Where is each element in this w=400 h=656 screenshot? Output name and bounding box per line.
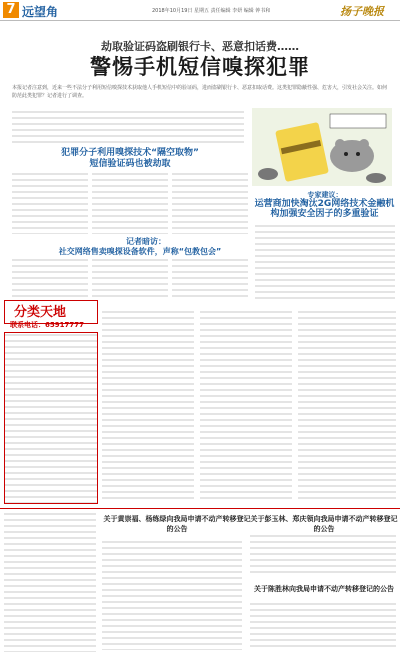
classified-phone — [10, 320, 84, 330]
story1-title — [60, 148, 200, 170]
lead-paragraph: 本报记者注意到，近来一些不法分子利用短信嗅探技术获取他人手机短信中的验证码，进而盗刷银行卡、恶意扣取话费。这类犯罪隐蔽性强、危害大，引发社会关注。如何防范此类犯罪？记者进行了调查。 — [12, 85, 388, 99]
notice1-title: 关于黄崇福、杨练绿向我局申请不动产转移登记的公告 — [103, 515, 251, 533]
bank-card-illustration-icon — [252, 108, 392, 186]
notice3-title: 关于陈胜林向我局申请不动产转移登记的公告 — [254, 585, 394, 593]
headline-kicker: 劫取验证码盗刷银行卡、恶意扣话费…… — [101, 40, 299, 53]
story1-title-line1: 犯罪分子利用嗅探技术“隔空取物” — [61, 148, 199, 158]
story2-subtitle: 记者暗访： — [126, 237, 166, 246]
notice1-body-text — [102, 540, 242, 650]
notice-left-column — [4, 512, 96, 652]
sidebar-title: 运营商加快淘汰2G网络技术金融机构加强安全因子的多重验证 — [254, 199, 395, 219]
story1-title-line2: 短信验证码也被劫取 — [89, 159, 171, 169]
classified-col2 — [102, 310, 194, 502]
headline: 警惕手机短信嗅探犯罪 — [90, 55, 310, 79]
illustration-image — [252, 108, 392, 186]
story2-title: 社交网络售卖嗅探设备软件，声称“包教包会” — [58, 247, 222, 256]
notice2-body-text — [250, 534, 396, 576]
classified-left-column — [4, 332, 98, 504]
notice2-title: 关于彭玉林、郑庆领向我局申请不动产转移登记的公告 — [250, 515, 398, 533]
story2-body-col2 — [92, 258, 168, 298]
story2-body-col3 — [172, 258, 248, 298]
sidebar-subtitle: 专家建议： — [307, 191, 343, 199]
classified-phone-label: 联系电话： — [10, 321, 45, 329]
classified-phone-number: 65917777 — [45, 321, 84, 329]
issue-meta: 2018年10月19日 星期五 责任编辑 李妍 编辑 钟书和 — [152, 8, 271, 14]
story1-body-text-top — [12, 110, 244, 144]
classified-col4 — [298, 310, 396, 502]
notice-divider — [0, 508, 400, 509]
story1-body-col1 — [12, 172, 88, 234]
sidebar-body-text — [255, 224, 395, 302]
notice3-body-text — [250, 602, 396, 650]
classified-title: 分类天地 — [14, 305, 67, 320]
classified-col3 — [200, 310, 292, 502]
page-number: 7 — [3, 2, 19, 18]
section-name: 远望角 — [22, 5, 59, 19]
story2-body-col1 — [12, 258, 88, 298]
newspaper-logo: 扬子晚报 — [340, 5, 384, 18]
story1-body-col2 — [92, 172, 168, 234]
story1-body-col3 — [172, 172, 248, 234]
